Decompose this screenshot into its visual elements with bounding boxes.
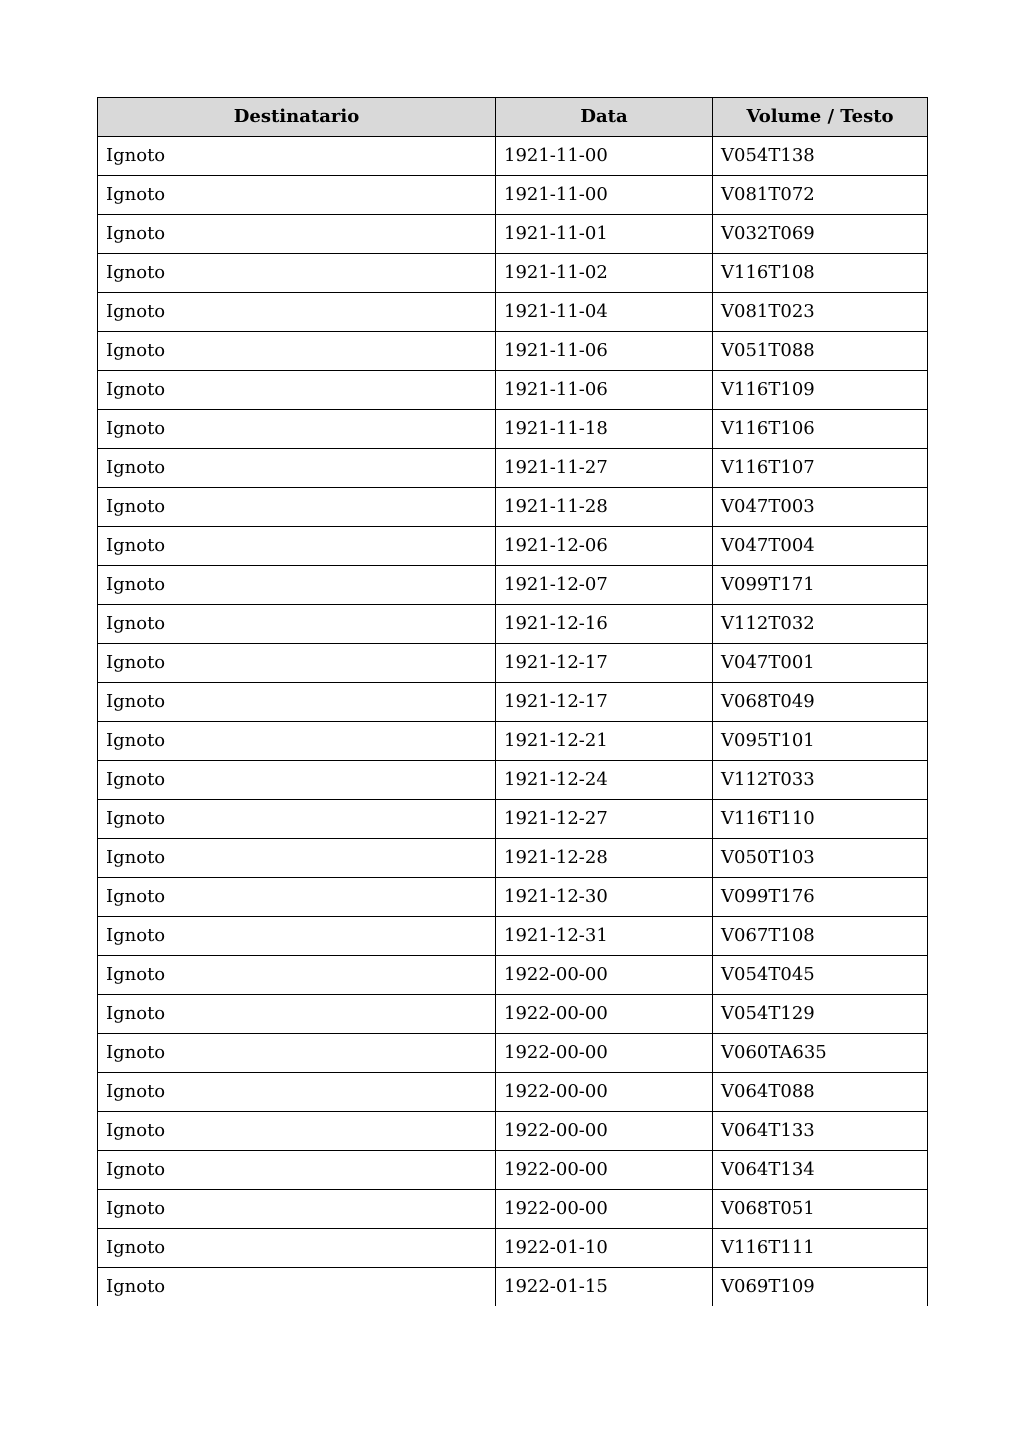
cell-destinatario: Ignoto — [98, 1151, 496, 1190]
table-row — [98, 566, 928, 605]
table-row — [98, 488, 928, 527]
table-row — [98, 1034, 928, 1073]
cell-volume-testo: V116T110 — [713, 800, 928, 839]
table-row — [98, 1112, 928, 1151]
table-row — [98, 878, 928, 917]
table-row — [98, 1268, 928, 1307]
table-row — [98, 254, 928, 293]
cell-destinatario: Ignoto — [98, 995, 496, 1034]
cell-destinatario: Ignoto — [98, 839, 496, 878]
table-row — [98, 1229, 928, 1268]
cell-destinatario: Ignoto — [98, 1229, 496, 1268]
cell-volume-testo: V047T004 — [713, 527, 928, 566]
cell-data: 1921-11-01 — [496, 215, 713, 254]
cell-destinatario: Ignoto — [98, 293, 496, 332]
cell-volume-testo: V081T023 — [713, 293, 928, 332]
cell-destinatario: Ignoto — [98, 566, 496, 605]
cell-volume-testo: V064T134 — [713, 1151, 928, 1190]
cell-destinatario: Ignoto — [98, 410, 496, 449]
cell-data: 1921-11-02 — [496, 254, 713, 293]
table-row — [98, 644, 928, 683]
cell-volume-testo: V099T171 — [713, 566, 928, 605]
table-row — [98, 1151, 928, 1190]
cell-volume-testo: V060TA635 — [713, 1034, 928, 1073]
cell-destinatario: Ignoto — [98, 1034, 496, 1073]
table-header — [98, 98, 928, 137]
cell-data: 1922-00-00 — [496, 956, 713, 995]
cell-data: 1921-12-06 — [496, 527, 713, 566]
cell-volume-testo: V116T109 — [713, 371, 928, 410]
table-row — [98, 410, 928, 449]
cell-destinatario: Ignoto — [98, 956, 496, 995]
cell-volume-testo: V054T138 — [713, 137, 928, 176]
cell-destinatario: Ignoto — [98, 917, 496, 956]
table-row — [98, 683, 928, 722]
table-row — [98, 176, 928, 215]
cell-destinatario: Ignoto — [98, 1268, 496, 1307]
table-row — [98, 527, 928, 566]
cell-data: 1921-11-18 — [496, 410, 713, 449]
cell-data: 1921-12-21 — [496, 722, 713, 761]
cell-destinatario: Ignoto — [98, 254, 496, 293]
cell-data: 1921-11-27 — [496, 449, 713, 488]
cell-data: 1921-12-27 — [496, 800, 713, 839]
table-row — [98, 1190, 928, 1229]
cell-data: 1921-11-06 — [496, 371, 713, 410]
table-row — [98, 215, 928, 254]
cell-destinatario: Ignoto — [98, 371, 496, 410]
cell-destinatario: Ignoto — [98, 488, 496, 527]
cell-data: 1921-12-17 — [496, 683, 713, 722]
table-row — [98, 605, 928, 644]
cell-data: 1921-12-24 — [496, 761, 713, 800]
cell-data: 1922-00-00 — [496, 1190, 713, 1229]
cell-data: 1922-00-00 — [496, 995, 713, 1034]
cell-data: 1922-00-00 — [496, 1073, 713, 1112]
cell-destinatario: Ignoto — [98, 449, 496, 488]
table-row — [98, 917, 928, 956]
table-row — [98, 137, 928, 176]
cell-data: 1922-00-00 — [496, 1034, 713, 1073]
cell-destinatario: Ignoto — [98, 1190, 496, 1229]
cell-volume-testo: V047T003 — [713, 488, 928, 527]
cell-data: 1921-12-28 — [496, 839, 713, 878]
header-destinatario: Destinatario — [98, 98, 496, 137]
cell-data: 1921-12-07 — [496, 566, 713, 605]
header-row — [98, 98, 928, 137]
cell-data: 1921-11-00 — [496, 137, 713, 176]
cell-volume-testo: V112T033 — [713, 761, 928, 800]
table-row — [98, 332, 928, 371]
cell-volume-testo: V069T109 — [713, 1268, 928, 1307]
cell-volume-testo: V116T106 — [713, 410, 928, 449]
cell-volume-testo: V116T108 — [713, 254, 928, 293]
cell-destinatario: Ignoto — [98, 137, 496, 176]
cell-volume-testo: V068T051 — [713, 1190, 928, 1229]
cell-destinatario: Ignoto — [98, 332, 496, 371]
cell-volume-testo: V112T032 — [713, 605, 928, 644]
table-row — [98, 956, 928, 995]
table-row — [98, 293, 928, 332]
cell-volume-testo: V032T069 — [713, 215, 928, 254]
cell-data: 1922-00-00 — [496, 1112, 713, 1151]
records-table — [97, 97, 928, 1306]
table-row — [98, 371, 928, 410]
table-row — [98, 995, 928, 1034]
cell-destinatario: Ignoto — [98, 176, 496, 215]
cell-data: 1922-01-10 — [496, 1229, 713, 1268]
cell-volume-testo: V116T111 — [713, 1229, 928, 1268]
table-body — [98, 137, 928, 1307]
cell-destinatario: Ignoto — [98, 605, 496, 644]
cell-volume-testo: V054T129 — [713, 995, 928, 1034]
cell-data: 1921-11-06 — [496, 332, 713, 371]
cell-destinatario: Ignoto — [98, 527, 496, 566]
cell-destinatario: Ignoto — [98, 683, 496, 722]
cell-volume-testo: V047T001 — [713, 644, 928, 683]
cell-data: 1921-11-28 — [496, 488, 713, 527]
header-volume-testo: Volume / Testo — [713, 98, 928, 137]
cell-destinatario: Ignoto — [98, 644, 496, 683]
cell-destinatario: Ignoto — [98, 878, 496, 917]
cell-volume-testo: V064T133 — [713, 1112, 928, 1151]
cell-destinatario: Ignoto — [98, 800, 496, 839]
cell-destinatario: Ignoto — [98, 1073, 496, 1112]
cell-volume-testo: V050T103 — [713, 839, 928, 878]
cell-volume-testo: V051T088 — [713, 332, 928, 371]
cell-destinatario: Ignoto — [98, 1112, 496, 1151]
cell-data: 1922-00-00 — [496, 1151, 713, 1190]
cell-data: 1921-11-00 — [496, 176, 713, 215]
cell-volume-testo: V068T049 — [713, 683, 928, 722]
header-data: Data — [496, 98, 713, 137]
table-row — [98, 449, 928, 488]
cell-volume-testo: V067T108 — [713, 917, 928, 956]
cell-volume-testo: V099T176 — [713, 878, 928, 917]
cell-data: 1921-11-04 — [496, 293, 713, 332]
cell-data: 1921-12-17 — [496, 644, 713, 683]
cell-volume-testo: V116T107 — [713, 449, 928, 488]
table-row — [98, 1073, 928, 1112]
cell-destinatario: Ignoto — [98, 761, 496, 800]
cell-data: 1921-12-16 — [496, 605, 713, 644]
cell-volume-testo: V095T101 — [713, 722, 928, 761]
cell-destinatario: Ignoto — [98, 722, 496, 761]
table-row — [98, 839, 928, 878]
cell-volume-testo: V054T045 — [713, 956, 928, 995]
cell-data: 1921-12-31 — [496, 917, 713, 956]
table-row — [98, 761, 928, 800]
cell-volume-testo: V081T072 — [713, 176, 928, 215]
cell-destinatario: Ignoto — [98, 215, 496, 254]
table-row — [98, 722, 928, 761]
cell-data: 1922-01-15 — [496, 1268, 713, 1307]
cell-data: 1921-12-30 — [496, 878, 713, 917]
cell-volume-testo: V064T088 — [713, 1073, 928, 1112]
table-row — [98, 800, 928, 839]
